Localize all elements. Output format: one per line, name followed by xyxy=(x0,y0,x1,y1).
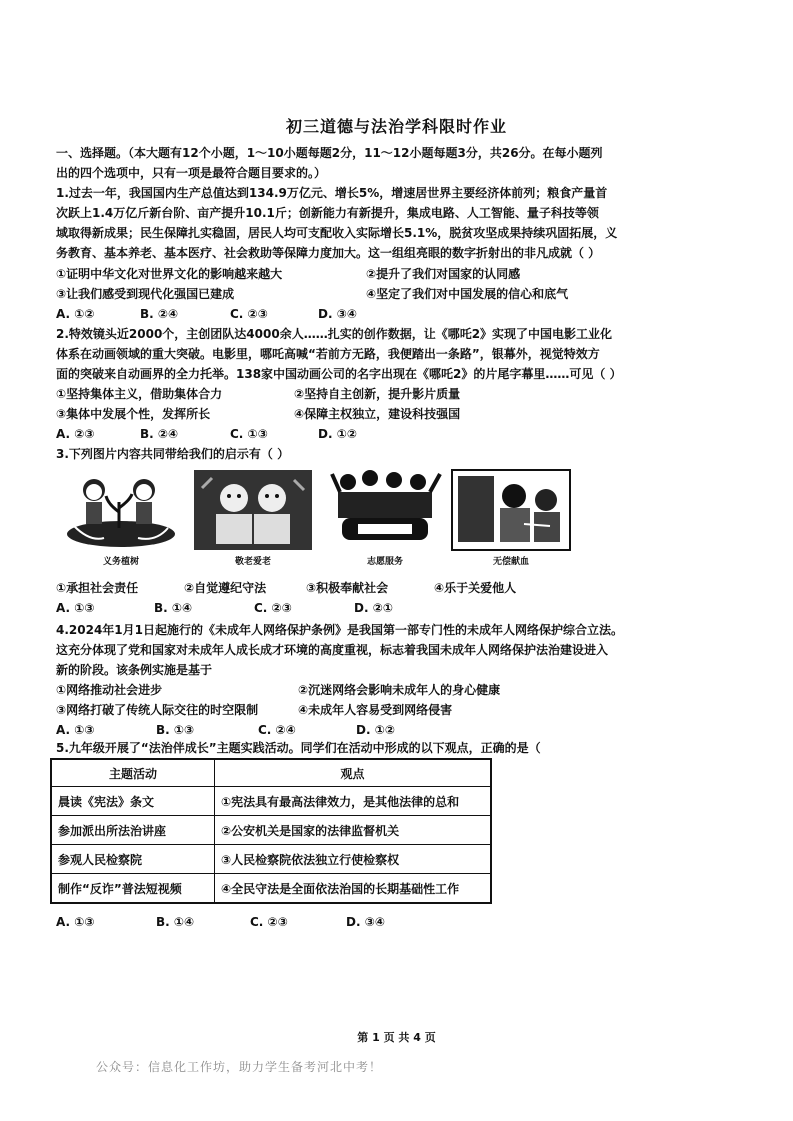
q4-option-3: ③网络打破了传统人际交往的时空限制 xyxy=(56,703,259,717)
table-header-activity: 主题活动 xyxy=(51,759,215,787)
table-cell-viewpoint: ②公安机关是国家的法律监督机关 xyxy=(215,816,492,845)
q1-stem-line-1: 1.过去一年，我国国内生产总值达到134.9万亿元、增长5%，增速居世界主要经济体前列；粮食产量首 xyxy=(56,186,608,200)
table-row xyxy=(51,874,491,904)
q3-caption-3: 志愿服务 xyxy=(366,557,403,567)
q4-stem-line-2: 这充分体现了党和国家对未成年人成长成才环境的高度重视，标志着我国未成年人网络保护法治建设进入 xyxy=(56,643,609,657)
q3-stem: 3.下列图片内容共同带给我们的启示有（ ） xyxy=(56,447,290,461)
q5-activity-table xyxy=(50,758,492,904)
q1-answer-a: A. ①② xyxy=(56,307,95,321)
q4-stem-line-3: 新的阶段。该条例实施是基于 xyxy=(56,663,213,677)
q3-option-1: ①承担社会责任 xyxy=(56,581,139,595)
blood-donation-illustration xyxy=(450,468,572,552)
q2-answer-a: A. ②③ xyxy=(56,427,95,441)
q4-answer-b: B. ①③ xyxy=(156,723,195,737)
q1-stem-line-3: 域取得新成果；民生保障扎实稳固，居民人均可支配收入实际增长5.1%，脱贫攻坚成果持续巩固拓展，义 xyxy=(56,226,618,240)
table-row xyxy=(51,845,491,874)
q1-stem-line-2: 次跃上1.4万亿斤新台阶、亩产提升10.1斤；创新能力有新提升，集成电路、人工智能、量子科技等领 xyxy=(56,206,599,220)
table-cell-viewpoint: ③人民检察院依法独立行使检察权 xyxy=(215,845,492,874)
q5-answer-d: D. ③④ xyxy=(346,915,386,929)
section-instruction-line-1: 一、选择题。（本大题有12个小题，1～10小题每题2分，11～12小题每题3分，共26分。在每小题列 xyxy=(56,146,603,160)
table-header-viewpoint: 观点 xyxy=(215,759,492,787)
q1-option-2: ②提升了我们对国家的认同感 xyxy=(366,267,521,281)
q3-caption-2: 敬老爱老 xyxy=(234,557,271,567)
q2-stem-line-1: 2.特效镜头近2000个，主创团队达4000余人……扎实的创作数据，让《哪吒2》实现了中国电影工业化 xyxy=(56,327,613,341)
q1-answer-c: C. ②③ xyxy=(230,307,268,321)
q1-answer-d: D. ③④ xyxy=(318,307,358,321)
q3-option-2: ②自觉遵纪守法 xyxy=(184,581,267,595)
q5-answer-c: C. ②③ xyxy=(250,915,288,929)
q3-picture-volunteer xyxy=(324,468,446,570)
q3-option-3: ③积极奉献社会 xyxy=(306,581,389,595)
q4-option-4: ④未成年人容易受到网络侵害 xyxy=(298,703,453,717)
q2-stem-line-2: 体系在动画领域的重大突破。电影里，哪吒高喊“若前方无路，我便踏出一条路”，银幕外，视觉特效方 xyxy=(56,347,600,361)
q3-picture-tree-planting xyxy=(60,468,182,570)
table-cell-viewpoint: ①宪法具有最高法律效力，是其他法律的总和 xyxy=(215,787,492,816)
q3-answer-a: A. ①③ xyxy=(56,601,95,615)
q3-picture-row xyxy=(60,468,620,570)
elder-care-illustration xyxy=(192,468,314,552)
table-cell-activity: 制作“反诈”普法短视频 xyxy=(51,874,215,904)
table-header-row xyxy=(51,759,491,787)
q5-answer-b: B. ①④ xyxy=(156,915,195,929)
q3-answer-d: D. ②① xyxy=(354,601,394,615)
table-cell-activity: 参观人民检察院 xyxy=(51,845,215,874)
tree-planting-illustration xyxy=(60,468,182,552)
table-cell-viewpoint: ④全民守法是全面依法治国的长期基础性工作 xyxy=(215,874,492,904)
q3-picture-blood-donation xyxy=(450,468,572,570)
table-cell-activity: 晨读《宪法》条文 xyxy=(51,787,215,816)
q2-answer-b: B. ②④ xyxy=(140,427,179,441)
page-number: 第 1 页 共 4 页 xyxy=(357,1031,436,1044)
q1-stem-line-4: 务教育、基本养老、基本医疗、社会救助等保障力度加大。这一组组亮眼的数字折射出的非凡成就（ ） xyxy=(56,246,601,260)
q3-answer-c: C. ②③ xyxy=(254,601,292,615)
q3-caption-4: 无偿献血 xyxy=(492,557,529,567)
watermark-text: 公众号：信息化工作坊，助力学生备考河北中考！ xyxy=(96,1060,383,1074)
q3-option-4: ④乐于关爱他人 xyxy=(434,581,517,595)
q2-option-4: ④保障主权独立，建设科技强国 xyxy=(294,407,461,421)
q4-answer-d: D. ①② xyxy=(356,723,396,737)
q1-option-1: ①证明中华文化对世界文化的影响越来越大 xyxy=(56,267,283,281)
q4-stem-line-1: 4.2024年1月1日起施行的《未成年人网络保护条例》是我国第一部专门性的未成年人网络保护综合立法。 xyxy=(56,623,624,637)
q4-answer-c: C. ②④ xyxy=(258,723,296,737)
q2-option-1: ①坚持集体主义，借助集体合力 xyxy=(56,387,223,401)
page-title: 初三道德与法治学科限时作业 xyxy=(285,117,507,136)
q4-option-2: ②沉迷网络会影响未成年人的身心健康 xyxy=(298,683,501,697)
q3-answer-b: B. ①④ xyxy=(154,601,193,615)
q2-option-3: ③集体中发展个性，发挥所长 xyxy=(56,407,211,421)
q4-answer-a: A. ①③ xyxy=(56,723,95,737)
q1-option-4: ④坚定了我们对中国发展的信心和底气 xyxy=(366,287,569,301)
table-row xyxy=(51,816,491,845)
section-instruction-line-2: 出的四个选项中，只有一项是最符合题目要求的。） xyxy=(56,166,327,180)
volunteer-illustration xyxy=(324,468,446,552)
q1-option-3: ③让我们感受到现代化强国已建成 xyxy=(56,287,235,301)
q2-stem-line-3: 面的突破来自动画界的全力托举。138家中国动画公司的名字出现在《哪吒2》的片尾字幕里……可见（ ） xyxy=(56,367,622,381)
q3-caption-1: 义务植树 xyxy=(102,557,139,567)
q2-answer-c: C. ①③ xyxy=(230,427,268,441)
table-cell-activity: 参加派出所法治讲座 xyxy=(51,816,215,845)
q5-stem: 5.九年级开展了“法治伴成长”主题实践活动。同学们在活动中形成的以下观点，正确的是（ xyxy=(56,741,541,755)
q1-answer-b: B. ②④ xyxy=(140,307,179,321)
q3-picture-elder-care xyxy=(192,468,314,570)
q2-option-2: ②坚持自主创新，提升影片质量 xyxy=(294,387,461,401)
q2-answer-d: D. ①② xyxy=(318,427,358,441)
table-row xyxy=(51,787,491,816)
q5-answer-a: A. ①③ xyxy=(56,915,95,929)
q4-option-1: ①网络推动社会进步 xyxy=(56,683,163,697)
